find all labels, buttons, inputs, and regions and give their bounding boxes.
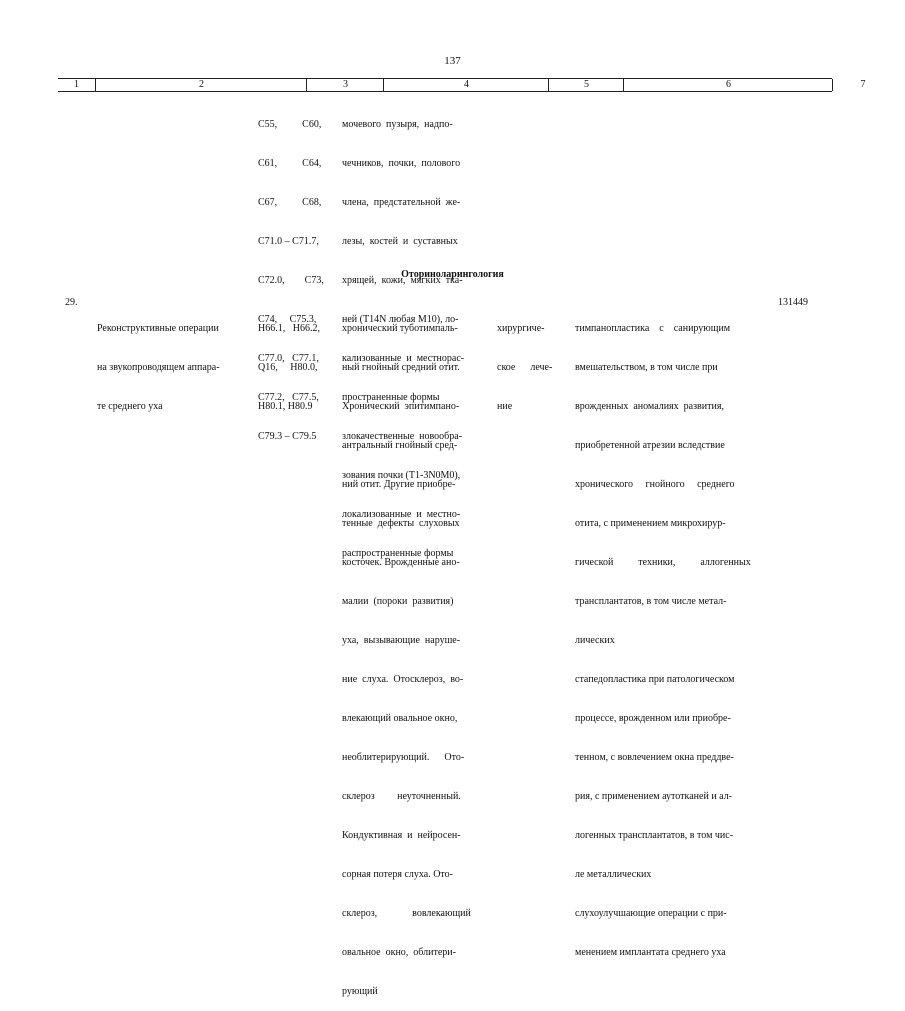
description-line: мочевого пузыря, надпо- xyxy=(342,119,453,130)
header-col-6: 6 xyxy=(623,79,833,91)
description-line: зования почки (T1-3N0M0), xyxy=(342,470,461,481)
diagnosis-line: необлитерирующий. Ото- xyxy=(342,752,465,763)
method-line: тимпанопластика с санирующим xyxy=(575,323,731,334)
description-line: чечников, почки, полового xyxy=(342,158,461,169)
code-line: C67, C68, xyxy=(258,197,322,208)
diagnosis-line: малии (пороки развития) xyxy=(342,596,454,607)
diagnosis-line: склероз неуточненный. xyxy=(342,791,461,802)
description-line: злокачественные новообра- xyxy=(342,431,463,442)
method-line: хронического гнойного среднего xyxy=(575,479,735,490)
diagnosis-line: ный гнойный средний отит. xyxy=(342,362,460,373)
row-29-method xyxy=(575,296,767,972)
method-line: рия, с применением аутотканей и ал- xyxy=(575,791,733,802)
diagnosis-line: косточек. Врожденные ано- xyxy=(342,557,460,568)
section-title: Оториноларингология xyxy=(401,269,504,280)
code-line: Q16, H80.0, xyxy=(258,362,318,373)
header-col-3: 3 xyxy=(306,79,384,91)
method-line: врожденных аномалиях развития, xyxy=(575,401,724,412)
diagnosis-line: тенные дефекты слуховых xyxy=(342,518,460,529)
diagnosis-line: уха, вызывающие наруше- xyxy=(342,635,461,646)
name-line: те среднего уха xyxy=(97,401,163,412)
diagnosis-line: склероз, вовлекающий xyxy=(342,908,471,919)
diagnosis-line: Хронический эпитимпано- xyxy=(342,401,460,412)
name-line: на звукопроводящем аппара- xyxy=(97,362,220,373)
treatment-line: хирургиче- xyxy=(497,323,545,334)
diagnosis-line: ние слуха. Отосклероз, во- xyxy=(342,674,464,685)
code-line: C71.0 – C71.7, xyxy=(258,236,319,247)
diagnosis-line: антральный гнойный сред- xyxy=(342,440,458,451)
code-line: C77.0, C77.1, xyxy=(258,353,319,364)
description-line: ней (T14N любая M10), ло- xyxy=(342,314,459,325)
method-line: отита, с применением микрохирур- xyxy=(575,518,726,529)
method-line: приобретенной атрезии вследствие xyxy=(575,440,725,451)
header-col-4: 4 xyxy=(383,79,549,91)
code-line: C74, C75.3, xyxy=(258,314,317,325)
code-line: H80.1, H80.9 xyxy=(258,401,313,412)
table-header-row xyxy=(58,78,866,92)
method-line: гической техники, аллогенных xyxy=(575,557,751,568)
diagnosis-line: рующий xyxy=(342,986,378,997)
method-line: трансплантатов, в том числе метал- xyxy=(575,596,727,607)
row-29-codes xyxy=(258,296,330,426)
description-line: лезы, костей и суставных xyxy=(342,236,458,247)
method-line: лических xyxy=(575,635,615,646)
name-line: Реконструктивные операции xyxy=(97,323,219,334)
treatment-line: ское лече- xyxy=(497,362,553,373)
method-line: ле металлических xyxy=(575,869,652,880)
method-line: логенных трансплантатов, в том чис- xyxy=(575,830,734,841)
row-29-number: 29. xyxy=(65,297,78,308)
row-29-treatment-type xyxy=(497,296,565,426)
description-line: пространенные формы xyxy=(342,392,440,403)
treatment-line: ние xyxy=(497,401,513,412)
description-line: члена, предстательной же- xyxy=(342,197,461,208)
header-col-5: 5 xyxy=(548,79,624,91)
code-line: C72.0, C73, xyxy=(258,275,324,286)
diagnosis-line: Кондуктивная и нейросен- xyxy=(342,830,461,841)
method-line: слухоулучшающие операции с при- xyxy=(575,908,727,919)
diagnosis-line: овальное окно, облитери- xyxy=(342,947,456,958)
code-line: C77.2, C77.5, xyxy=(258,392,319,403)
row-29-cost: 131449 xyxy=(778,297,808,308)
method-line: тенном, с вовлечением окна преддве- xyxy=(575,752,734,763)
description-line: кализованные и местнорас- xyxy=(342,353,465,364)
code-line: H66.1, H66.2, xyxy=(258,323,320,334)
header-col-1: 1 xyxy=(74,79,79,90)
code-line: C79.3 – C79.5 xyxy=(258,431,317,442)
method-line: вмешательством, в том числе при xyxy=(575,362,718,373)
method-line: стапедопластика при патологическом xyxy=(575,674,735,685)
page-number: 137 xyxy=(444,55,461,67)
diagnosis-line: влекающий овальное окно, xyxy=(342,713,458,724)
code-line: C61, C64, xyxy=(258,158,322,169)
method-line: менением имплантата среднего уха xyxy=(575,947,726,958)
header-col-7: 7 xyxy=(832,79,893,91)
description-line: распространенные формы xyxy=(342,548,454,559)
header-col-2: 2 xyxy=(95,79,307,91)
diagnosis-line: ний отит. Другие приобре- xyxy=(342,479,456,490)
diagnosis-line: сорная потеря слуха. Ото- xyxy=(342,869,453,880)
code-line: C55, C60, xyxy=(258,119,322,130)
row-29-diagnosis xyxy=(342,296,492,1011)
description-line: локализованные и местно- xyxy=(342,509,461,520)
method-line: процессе, врожденном или приобре- xyxy=(575,713,731,724)
diagnosis-line: хронический туботимпаль- xyxy=(342,323,458,334)
description-line: хрящей, кожи, мягких тка- xyxy=(342,275,463,286)
row-29-name xyxy=(97,296,247,426)
